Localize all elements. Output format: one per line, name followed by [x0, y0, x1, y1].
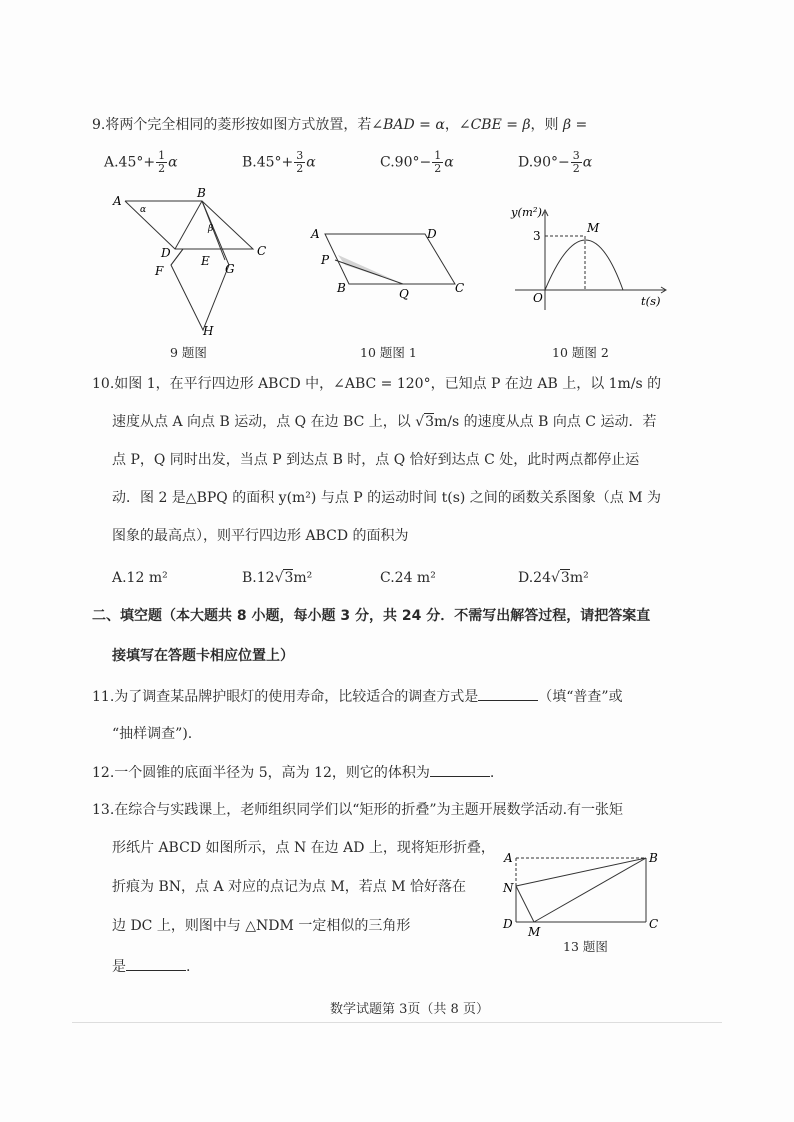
fig9-rhombus-bottom [171, 201, 229, 330]
fig10-1-label-c: C [455, 281, 465, 295]
fig10-1-label-b: B [337, 281, 346, 295]
fig10-1-label-a: A [311, 227, 320, 241]
fig9-line-bd [175, 201, 202, 249]
q10-line-1: 10.如图 1，在平行四边形 ABCD 中，∠ABC = 120°，已知点 P 在边 AB 上，以 1m/s 的 [92, 376, 662, 392]
fig10-2-label-3: 3 [533, 229, 541, 243]
q12-period: . [489, 765, 495, 781]
section2-heading-2: 接填写在答题卡相应位置上） [112, 648, 294, 664]
fig10-2-caption: 10 题图 2 [552, 345, 609, 360]
frac-num: 1 [434, 149, 442, 162]
fig9-label-b: B [197, 186, 206, 200]
fig13-label-m: M [528, 925, 541, 938]
fig9-label-g: G [225, 262, 235, 276]
q10-line-4: 动．图 2 是△BPQ 的面积 y(m²) 与点 P 的运动时间 t(s) 之间的函数关系图象（点 M 为 [112, 490, 662, 506]
q13-line-5 [112, 956, 190, 977]
frac-num: 3 [296, 149, 304, 162]
q9-opt-b-var: α [306, 154, 316, 171]
fig10-1-label-p: P [321, 253, 330, 267]
q9-option-a [104, 150, 178, 175]
fig9-label-e: E [201, 254, 210, 268]
fig13-line-nm [516, 886, 534, 922]
q10-option-a: A.12 m² [112, 570, 168, 586]
frac-den: 2 [158, 162, 166, 175]
q9-opt-c-label: C.90°− [380, 154, 432, 171]
q9-opt-d-var: α [582, 154, 593, 171]
fig10-2-label-y: y(m²) [511, 205, 542, 219]
q13-period: . [186, 959, 191, 975]
q13-answer-blank[interactable] [126, 956, 186, 971]
q11-line-1 [92, 686, 623, 707]
q12-line [92, 762, 494, 783]
fig9-label-alpha: α [140, 205, 147, 215]
fig9-label-d: D [161, 246, 171, 260]
q9-tail: ，则 [530, 117, 563, 133]
fig10-1-label-q: Q [399, 287, 409, 300]
q10-line-2a: 速度从点 A 向点 B 运动，点 Q 在边 BC 上，以 [112, 414, 416, 430]
q9-option-b [242, 150, 316, 175]
q10-opt-b-sqrt: 3 [284, 570, 294, 586]
q9-eq2: = [501, 117, 523, 133]
q13-line-5-text: 是 [112, 959, 126, 975]
q10-line-2 [112, 412, 656, 432]
q9-beta: β [522, 117, 531, 133]
fig13-line-nb [516, 858, 646, 886]
fig10-2-label-t: t(s) [641, 294, 661, 308]
q13-line-4: 边 DC 上，则图中与 △NDM 一定相似的三角形 [112, 918, 411, 934]
fig9-label-beta: β [208, 224, 214, 234]
q13-line-1: 13.在综合与实践课上，老师组织同学们以“矩形的折叠”为主题开展数学活动.有一张矩 [92, 802, 624, 818]
fig13-label-a: A [504, 851, 513, 865]
q11-line-1b: （填“普查”或 [538, 689, 623, 705]
section2-heading-1: 二、填空题（本大题共 8 小题，每小题 3 分，共 24 分．不需写出解答过程，请把答案直 [92, 608, 651, 624]
sqrt-symbol: √ [415, 414, 425, 430]
q11-answer-blank[interactable] [478, 686, 538, 701]
fig9-label-c: C [257, 244, 267, 258]
sqrt-symbol: √ [274, 570, 284, 586]
fig9-line-fd [171, 249, 183, 265]
q10-opt-d-pre: D.24 [518, 570, 551, 586]
q10-opt-d-sqrt: 3 [560, 570, 570, 586]
fig13-diagram [498, 848, 668, 938]
q10-option-b [242, 568, 312, 588]
q9-opt-a-frac [156, 150, 167, 175]
q9-eq1: = [414, 117, 436, 133]
q11-line-2: “抽样调查”). [112, 726, 193, 742]
fig9-caption: 9 题图 [170, 345, 207, 360]
q13-line-3: 折痕为 BN，点 A 对应的点记为点 M，若点 M 恰好落在 [112, 879, 467, 895]
q9-option-c [380, 150, 454, 175]
page-footer: 数学试题第 3页（共 8 页） [330, 1002, 489, 1017]
fig9-label-h: H [203, 324, 214, 338]
fig10-2-label-m: M [587, 221, 600, 235]
q9-option-d [518, 150, 592, 175]
fig10-1-shaded-triangle [338, 255, 403, 284]
frac-den: 2 [296, 162, 304, 175]
q10-option-c: C.24 m² [380, 570, 436, 586]
fig10-2-label-o: O [533, 291, 543, 305]
q9-alpha: α [435, 117, 445, 133]
fig9-label-a: A [113, 194, 122, 208]
fig9-label-f: F [155, 264, 164, 278]
q9-opt-a-label: A.45°+ [104, 154, 156, 171]
frac-den: 2 [572, 162, 580, 175]
q9-stem-prefix: 9.将两个完全相同的菱形按如图方式放置，若∠ [92, 117, 384, 133]
q10-line-5: 图象的最高点），则平行四边形 ABCD 的面积为 [112, 528, 409, 544]
q9-opt-d-frac [571, 150, 582, 175]
frac-den: 2 [434, 162, 442, 175]
q9-angle2: CBE [470, 117, 502, 133]
frac-num: 3 [572, 149, 580, 162]
q9-stem [92, 115, 587, 135]
q12-answer-blank[interactable] [430, 762, 490, 777]
fig9-diagram [105, 185, 275, 345]
fig13-label-c: C [649, 917, 659, 931]
fig13-line-mb [534, 858, 646, 922]
q9-tail2: = [571, 117, 588, 133]
q9-opt-d-label: D.90°− [518, 154, 570, 171]
fig10-1-diagram [305, 220, 475, 300]
fig10-1-label-d: D [427, 227, 437, 241]
fig13-label-b: B [649, 851, 658, 865]
fig13-caption: 13 题图 [563, 939, 608, 954]
q9-opt-c-frac [432, 150, 443, 175]
q12-text: 12.一个圆锥的底面半径为 5，高为 12，则它的体积为 [92, 765, 430, 781]
fig13-label-d: D [503, 917, 513, 931]
q10-sqrt-value: 3 [425, 414, 435, 430]
q10-line-3: 点 P，Q 同时出发，当点 P 到达点 B 时，点 Q 恰好到达点 C 处，此时两点都停止运 [112, 452, 640, 468]
q9-opt-b-frac [294, 150, 305, 175]
fig10-2-graph [505, 200, 675, 315]
q9-sep: ，∠ [444, 117, 471, 133]
fig10-2-curve [545, 240, 623, 290]
q10-line-2b: m/s 的速度从点 B 向点 C 运动．若 [434, 414, 657, 430]
q9-opt-c-var: α [444, 154, 454, 171]
fig13-label-n: N [503, 881, 514, 895]
q10-opt-b-pre: B.12 [242, 570, 275, 586]
q13-line-2: 形纸片 ABCD 如图所示，点 N 在边 AD 上，现将矩形折叠， [112, 840, 495, 856]
footer-rule [72, 1022, 722, 1023]
q9-beta2: β [562, 117, 572, 133]
q10-option-d [518, 568, 589, 588]
fig10-1-caption: 10 题图 1 [360, 345, 417, 360]
q10-opt-b-post: m² [293, 570, 313, 586]
q9-angle1: BAD [383, 117, 415, 133]
q9-opt-a-var: α [168, 154, 178, 171]
frac-num: 1 [158, 149, 166, 162]
sqrt-symbol: √ [551, 570, 560, 586]
q10-opt-d-post: m² [569, 570, 589, 586]
q11-line-1a: 11.为了调查某品牌护眼灯的使用寿命，比较适合的调查方式是 [92, 689, 479, 705]
q9-opt-b-label: B.45°+ [242, 154, 294, 171]
